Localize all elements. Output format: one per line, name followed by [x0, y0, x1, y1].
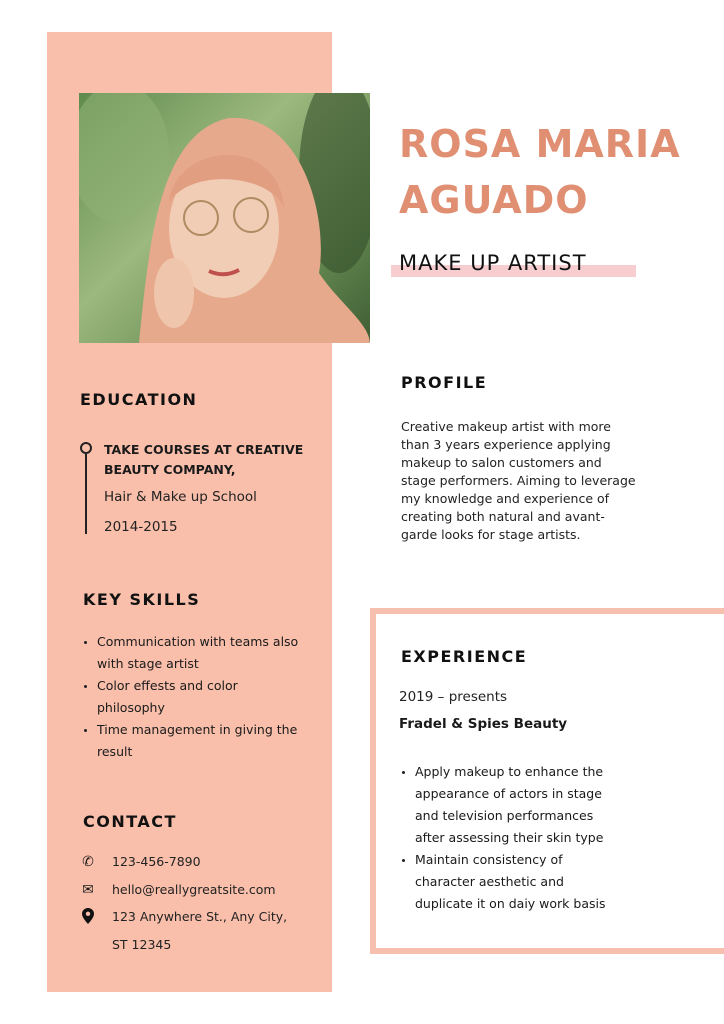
first-name: ROSA MARIA: [399, 122, 681, 166]
contact-phone: 123-456-7890: [112, 854, 201, 869]
profile-text: Creative makeup artist with more than 3 years experience applying makeup to salon customers and stage performers. Aiming to leverage my knowledge and experience of creating both natural and avant-garde looks for stage artists.: [401, 419, 636, 542]
envelope-icon: ✉: [82, 882, 94, 898]
profile-photo: [79, 93, 370, 343]
contact-heading: CONTACT: [83, 812, 177, 831]
skill-item: Time management in giving the result: [81, 719, 306, 763]
experience-heading: EXPERIENCE: [401, 647, 528, 666]
experience-period: 2019 – presents: [399, 689, 508, 705]
experience-item: Maintain consistency of character aesthetic and duplicate it on daiy work basis: [399, 849, 619, 915]
education-course: TAKE COURSES AT CREATIVE BEAUTY COMPANY,: [104, 442, 304, 477]
skill-item: Communication with teams also with stage artist: [81, 631, 306, 675]
skill-item: Color effests and color philosophy: [81, 675, 306, 719]
timeline-line: [85, 454, 87, 534]
contact-address-line1: 123 Anywhere St., Any City,: [112, 909, 288, 924]
education-heading: EDUCATION: [80, 390, 198, 409]
education-school: Hair & Make up School: [104, 489, 257, 505]
experience-list: [399, 761, 619, 915]
skills-heading: KEY SKILLS: [83, 590, 201, 609]
timeline-dot-icon: [80, 442, 92, 454]
phone-icon: ✆: [82, 854, 94, 870]
location-pin-icon: [82, 908, 94, 928]
job-title: MAKE UP ARTIST: [399, 251, 587, 275]
last-name: AGUADO: [399, 178, 589, 222]
education-years: 2014-2015: [104, 519, 178, 535]
skills-list: [81, 631, 306, 763]
contact-email: hello@reallygreatsite.com: [112, 882, 276, 897]
contact-address-line2: ST 12345: [112, 937, 172, 952]
experience-item: Apply makeup to enhance the appearance of actors in stage and television performances after assessing their skin type: [399, 761, 619, 849]
profile-heading: PROFILE: [401, 373, 488, 392]
experience-company: Fradel & Spies Beauty: [399, 716, 568, 732]
